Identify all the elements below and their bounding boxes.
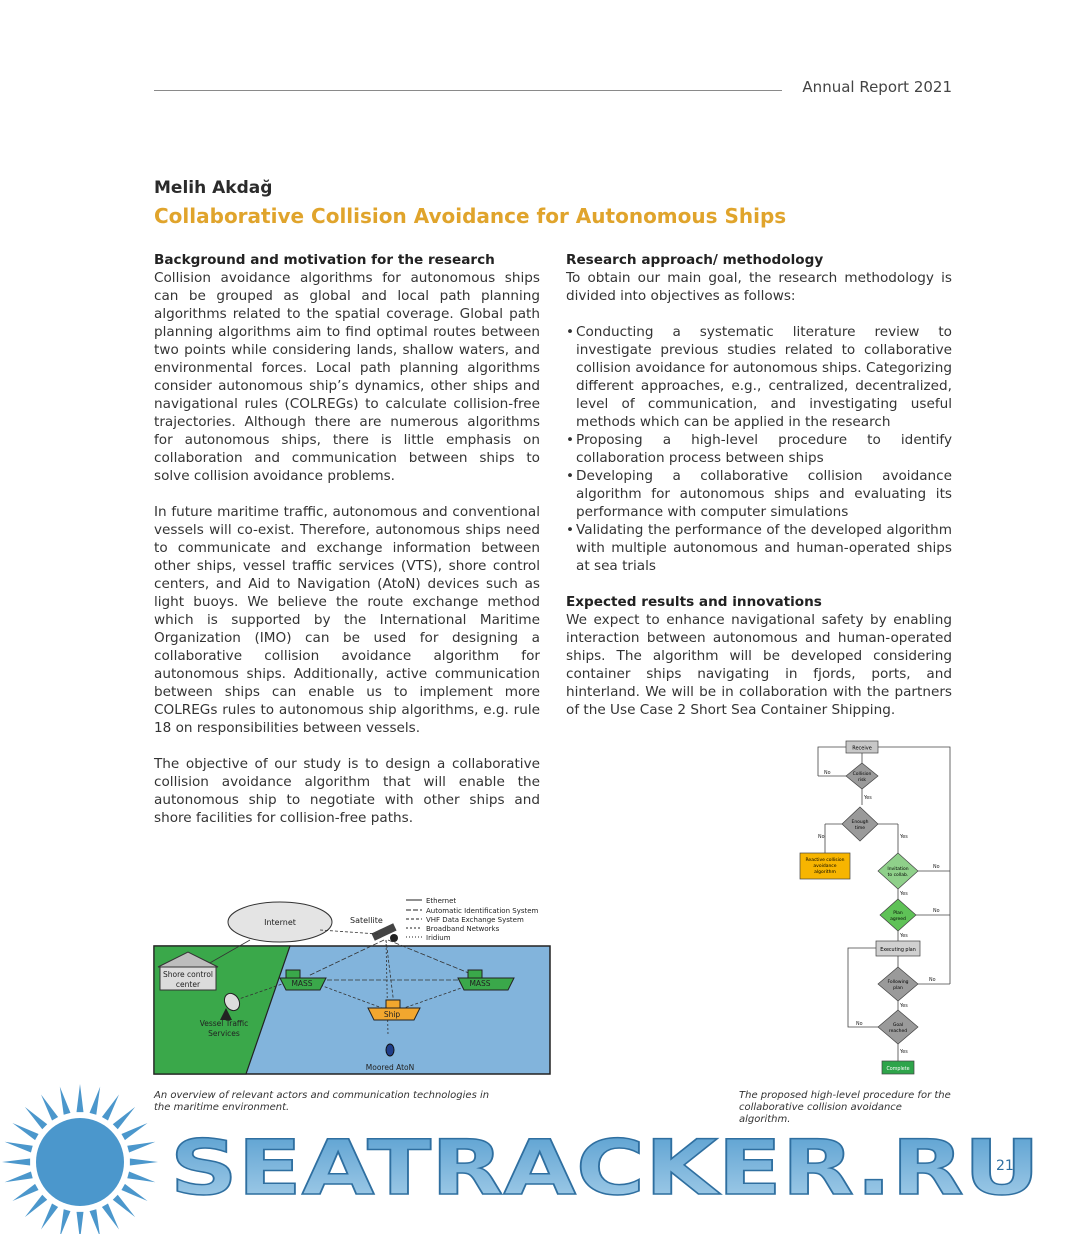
sun-ray bbox=[5, 1142, 33, 1153]
list-item: • Conducting a systematic literature review to investigate previous studies related to collaborative collision avoidance for autonomous ships. Categorizing different approaches, e.g., centralized, decentralized, level of communication, and investigating useful methods which can be applied in the research bbox=[566, 323, 952, 431]
paragraph-3: The objective of our study is to design a collaborative collision avoidance algorithm that will enable the autonomous ship to negotiate with other ships and shore facilities for collision-free paths. bbox=[154, 756, 540, 826]
edge-label-no: No bbox=[856, 1022, 863, 1027]
sun-logo-icon bbox=[2, 1084, 158, 1234]
node-plan-label-2: agreed bbox=[890, 917, 906, 922]
edge-labels bbox=[818, 770, 940, 1055]
node-receive-label: Receive bbox=[852, 745, 872, 752]
figure1-caption: An overview of relevant actors and communication technologies in the maritime environment. bbox=[154, 1090, 490, 1113]
page-number: 21 bbox=[996, 1158, 1014, 1174]
section-heading-results: Expected results and innovations bbox=[566, 594, 822, 610]
section-heading-background: Background and motivation for the research bbox=[154, 252, 495, 268]
list-item: • Validating the performance of the developed algorithm with multiple autonomous and human-operated ships at sea trials bbox=[566, 521, 952, 575]
vts-label-1: Vessel Traffic bbox=[199, 1019, 249, 1028]
sun-ray bbox=[5, 1172, 33, 1183]
edge-label-yes: Yes bbox=[900, 892, 908, 897]
edge-label-no: No bbox=[824, 771, 831, 776]
edge-label-yes: Yes bbox=[900, 835, 908, 840]
header-rule bbox=[154, 90, 782, 91]
node-enough-label-1: Enough bbox=[851, 820, 869, 825]
sun-ray bbox=[121, 1123, 147, 1140]
shore-label-1: Shore control bbox=[162, 970, 214, 979]
sun-ray bbox=[113, 1107, 135, 1129]
maritime-overview-figure bbox=[150, 890, 560, 1080]
sun-ray bbox=[60, 1209, 71, 1234]
report-title: Annual Report 2021 bbox=[802, 78, 952, 96]
sun-ray bbox=[127, 1142, 155, 1153]
node-invite-label-2: to collab. bbox=[887, 873, 909, 878]
legend-ais: Automatic Identification System bbox=[426, 907, 539, 915]
edge-label-no: No bbox=[933, 909, 940, 914]
watermark-text: SEATRACKER.RU bbox=[170, 1123, 1040, 1212]
mass-label-right: MASS bbox=[469, 979, 491, 988]
figure2-caption: The proposed high-level procedure for the collaborative collision avoidance algorithm. bbox=[739, 1090, 951, 1125]
node-complete-label: Complete bbox=[886, 1067, 910, 1072]
sun-ray bbox=[12, 1184, 38, 1201]
node-following-label-2: plan bbox=[893, 986, 903, 991]
node-following-label-1: Following bbox=[887, 980, 909, 985]
sun-ray bbox=[127, 1172, 155, 1183]
sun-ray bbox=[12, 1123, 38, 1140]
legend bbox=[406, 897, 539, 942]
edge-label-yes: Yes bbox=[900, 934, 908, 939]
node-goal-label-1: Goal bbox=[892, 1023, 904, 1028]
sun-ray bbox=[102, 1094, 119, 1120]
node-reactive-label-3: algorithm bbox=[814, 870, 836, 875]
right-column bbox=[566, 251, 952, 737]
shore-label-2: center bbox=[175, 980, 201, 989]
sun-ray bbox=[41, 1094, 58, 1120]
vts-label-2: Services bbox=[208, 1029, 240, 1038]
edge-label-no: No bbox=[929, 978, 936, 983]
satellite-label: Satellite bbox=[350, 916, 383, 925]
edge-label-yes: Yes bbox=[864, 796, 872, 801]
flow-arrows bbox=[818, 747, 950, 1061]
node-goal-label-2: reached bbox=[888, 1029, 908, 1034]
article-title: Collaborative Collision Avoidance for Autonomous Ships bbox=[154, 204, 787, 228]
sun-ray bbox=[90, 1087, 101, 1115]
sun-ray bbox=[2, 1159, 30, 1166]
list-item: • Developing a collaborative collision avoidance algorithm for autonomous ships and evaluating its performance with computer simulations bbox=[566, 467, 952, 521]
section-heading-approach: Research approach/ methodology bbox=[566, 252, 824, 268]
node-plan-label-1: Plan bbox=[893, 911, 903, 916]
edge-label-yes: Yes bbox=[900, 1050, 908, 1055]
sun-ray bbox=[121, 1184, 147, 1201]
edge-label-yes: Yes bbox=[900, 1004, 908, 1009]
sun-ray bbox=[77, 1212, 84, 1234]
node-collision-label-1: Collision bbox=[852, 772, 872, 777]
sun-ray bbox=[25, 1195, 47, 1217]
sun-ray bbox=[113, 1195, 135, 1217]
paragraph-1: Collision avoidance algorithms for autonomous ships can be grouped as global and local path planning algorithms related to the spatial coverage. Global path planning algorithms aim to find optimal routes between two points while considering lands, shallow waters, and environmental forces. Local path planning algorithms consider autonomous ship’s dynamics, other ships and navigational rules (COLREGs) to calculate collision-free trajectories. Although there are numerous algorithms for autonomous ships, there is little emphasis on collaboration and communication between ships to solve collision avoidance problems. bbox=[154, 270, 540, 484]
procedure-flowchart-figure bbox=[790, 735, 960, 1080]
node-collision-label-2: risk bbox=[857, 778, 867, 783]
node-reactive-label-2: avoidance bbox=[813, 864, 837, 869]
list-item: • Proposing a high-level procedure to identify collaboration process between ships bbox=[566, 431, 952, 467]
node-invite-label-1: Invitation bbox=[887, 867, 909, 872]
methodology-intro: To obtain our main goal, the research methodology is divided into objectives as follows: bbox=[566, 270, 952, 304]
sun-ray bbox=[77, 1084, 84, 1112]
sun-ray bbox=[60, 1087, 71, 1115]
results-paragraph: We expect to enhance navigational safety by enabling interaction between autonomous and human-operated ships. The algorithm will be developed considering container ships navigating in fjords, ports, and hinterland. We will be in collaboration with the partners of the Use Case 2 Short Sea Container Shipping. bbox=[566, 612, 952, 718]
edge-label-no: No bbox=[818, 835, 825, 840]
watermark bbox=[0, 1070, 1080, 1234]
moored-aton-buoy bbox=[386, 1044, 394, 1056]
sun-ray bbox=[102, 1203, 119, 1229]
mass-label-left: MASS bbox=[291, 979, 313, 988]
legend-iridium: Iridium bbox=[426, 934, 451, 942]
node-executing-label: Executing plan bbox=[880, 948, 916, 953]
paragraph-2: In future maritime traffic, autonomous and conventional vessels will co-exist. Therefore, autonomous ships need to communicate and exchange information between other ships, vessel traffic services (VTS), shore control centers, and Aid to Navigation (AtoN) devices such as light buoys. We believe the route exchange method which is supported by the International Maritime Organization (IMO) can be used for designing a collaborative collision avoidance algorithm for autonomous ships. Additionally, active communication between ships can enable us to implement more COLREGs rules to autonomous ship algorithms, e.g. rule 18 on responsibilities between vessels. bbox=[154, 504, 540, 736]
satellite-icon bbox=[371, 923, 398, 942]
legend-ethernet: Ethernet bbox=[426, 897, 457, 905]
objectives-list bbox=[566, 323, 952, 575]
legend-vdes: VHF Data Exchange System bbox=[426, 916, 524, 924]
internet-label: Internet bbox=[264, 918, 296, 927]
node-enough-label-2: time bbox=[854, 826, 866, 831]
sun-ray bbox=[41, 1203, 58, 1229]
author-name: Melih Akdağ bbox=[154, 178, 273, 198]
sun-ray bbox=[25, 1107, 47, 1129]
node-reactive-label-1: Reactive collision bbox=[805, 858, 845, 863]
left-column bbox=[154, 251, 540, 845]
sun-ray bbox=[130, 1159, 158, 1166]
aton-label: Moored AtoN bbox=[365, 1063, 415, 1072]
sun-ray bbox=[90, 1209, 101, 1234]
edge-label-no: No bbox=[933, 865, 940, 870]
legend-broadband: Broadband Networks bbox=[426, 925, 500, 933]
ship-label: Ship bbox=[383, 1010, 401, 1019]
